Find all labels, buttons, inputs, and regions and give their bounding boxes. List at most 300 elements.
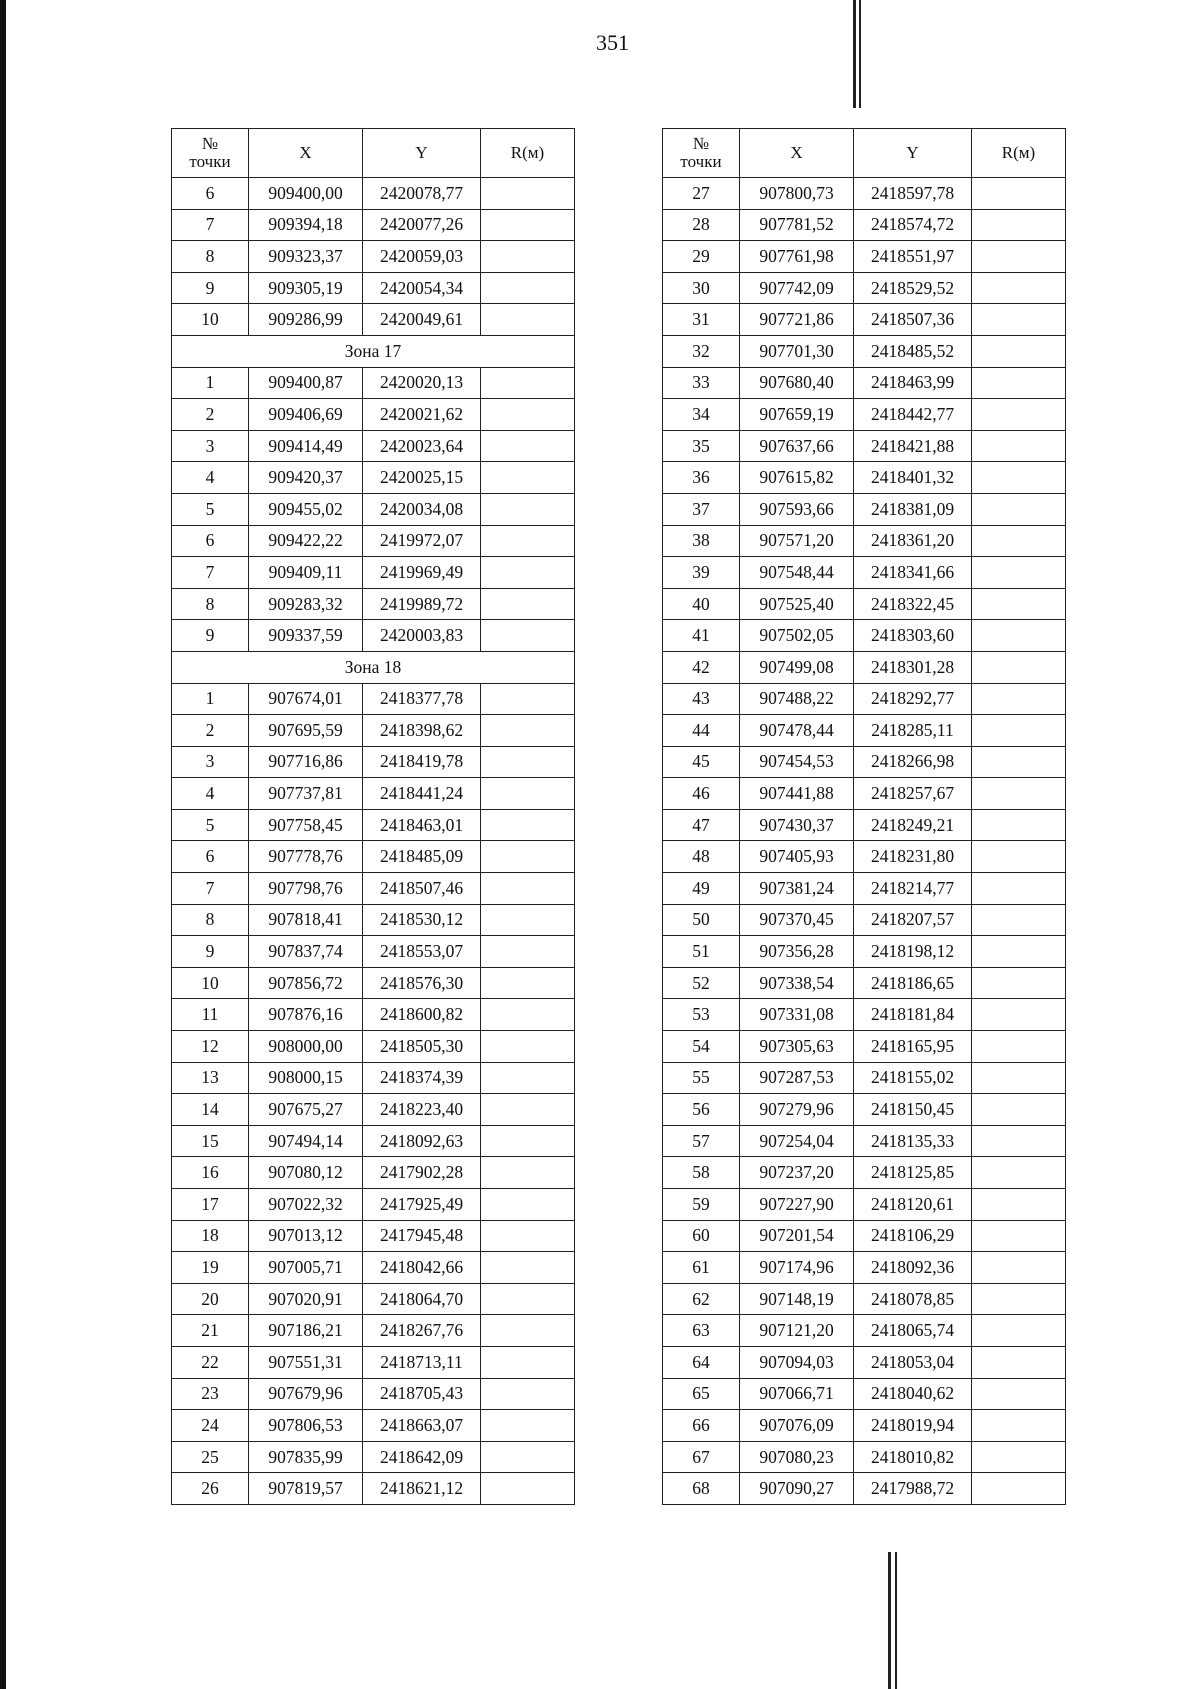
r-cell	[972, 1378, 1066, 1410]
y-cell: 2418078,85	[854, 1283, 972, 1315]
y-cell: 2417925,49	[363, 1189, 481, 1221]
r-cell	[972, 936, 1066, 968]
point-number-cell: 6	[172, 525, 249, 557]
r-cell	[972, 683, 1066, 715]
x-cell: 907695,59	[249, 715, 363, 747]
table-row	[663, 620, 1066, 652]
zone-header-row	[172, 335, 575, 367]
r-cell	[972, 715, 1066, 747]
table-row	[663, 304, 1066, 336]
x-cell: 907548,44	[740, 557, 854, 589]
y-cell: 2419969,49	[363, 557, 481, 589]
y-cell: 2418150,45	[854, 1094, 972, 1126]
x-cell: 907430,37	[740, 809, 854, 841]
y-cell: 2418419,78	[363, 746, 481, 778]
table-row	[172, 841, 575, 873]
table-row	[663, 1410, 1066, 1442]
zone-label: Зона 18	[172, 651, 575, 683]
r-cell	[972, 367, 1066, 399]
y-cell: 2418285,11	[854, 715, 972, 747]
point-number-cell: 13	[172, 1062, 249, 1094]
table-row	[172, 1315, 575, 1347]
y-cell: 2418040,62	[854, 1378, 972, 1410]
r-cell	[481, 904, 575, 936]
point-number-cell: 19	[172, 1252, 249, 1284]
coordinates-table-left	[171, 128, 575, 1505]
x-cell: 907742,09	[740, 272, 854, 304]
y-cell: 2418576,30	[363, 967, 481, 999]
table-row	[663, 178, 1066, 210]
point-number-cell: 24	[172, 1410, 249, 1442]
x-cell: 907405,93	[740, 841, 854, 873]
table-header-row	[172, 129, 575, 178]
x-cell: 907370,45	[740, 904, 854, 936]
x-cell: 907525,40	[740, 588, 854, 620]
y-cell: 2418165,95	[854, 1031, 972, 1063]
r-cell	[972, 209, 1066, 241]
table-row	[663, 904, 1066, 936]
table-row	[663, 209, 1066, 241]
table-row	[663, 841, 1066, 873]
r-cell	[481, 936, 575, 968]
x-cell: 907593,66	[740, 493, 854, 525]
page-number: 351	[596, 30, 629, 55]
binding-line	[853, 0, 856, 108]
x-cell: 907637,66	[740, 430, 854, 462]
r-cell	[481, 1189, 575, 1221]
point-number-cell: 6	[172, 178, 249, 210]
x-cell: 907798,76	[249, 873, 363, 905]
r-cell	[972, 1220, 1066, 1252]
y-cell: 2418642,09	[363, 1441, 481, 1473]
table-row	[172, 430, 575, 462]
point-number-cell: 35	[663, 430, 740, 462]
x-cell: 907356,28	[740, 936, 854, 968]
r-cell	[481, 209, 575, 241]
r-cell	[481, 683, 575, 715]
point-number-cell: 8	[172, 904, 249, 936]
point-number-cell: 9	[172, 936, 249, 968]
x-cell: 907090,27	[740, 1473, 854, 1505]
x-cell: 907571,20	[740, 525, 854, 557]
point-number-cell: 50	[663, 904, 740, 936]
r-cell	[481, 493, 575, 525]
y-cell: 2418292,77	[854, 683, 972, 715]
r-cell	[481, 620, 575, 652]
table-row	[663, 367, 1066, 399]
table-row	[172, 683, 575, 715]
y-cell: 2418551,97	[854, 241, 972, 273]
x-cell: 907778,76	[249, 841, 363, 873]
y-cell: 2418341,66	[854, 557, 972, 589]
x-cell: 909414,49	[249, 430, 363, 462]
y-cell: 2418485,52	[854, 335, 972, 367]
y-cell: 2418214,77	[854, 873, 972, 905]
table-header-row	[663, 129, 1066, 178]
point-number-cell: 65	[663, 1378, 740, 1410]
point-number-cell: 29	[663, 241, 740, 273]
binding-line	[895, 1552, 897, 1689]
point-number-cell: 3	[172, 746, 249, 778]
point-number-cell: 3	[172, 430, 249, 462]
x-cell: 907076,09	[740, 1410, 854, 1442]
table-row	[172, 1410, 575, 1442]
point-number-cell: 58	[663, 1157, 740, 1189]
y-cell: 2420054,34	[363, 272, 481, 304]
point-number-cell: 25	[172, 1441, 249, 1473]
x-cell: 907080,12	[249, 1157, 363, 1189]
r-cell	[481, 241, 575, 273]
table-row	[663, 1125, 1066, 1157]
y-cell: 2418301,28	[854, 651, 972, 683]
y-cell: 2418186,65	[854, 967, 972, 999]
table-row	[172, 1094, 575, 1126]
x-cell: 907675,27	[249, 1094, 363, 1126]
y-cell: 2418257,67	[854, 778, 972, 810]
x-cell: 907381,24	[740, 873, 854, 905]
table-row	[172, 1283, 575, 1315]
header-r: R(м)	[972, 129, 1066, 178]
y-cell: 2418065,74	[854, 1315, 972, 1347]
r-cell	[972, 873, 1066, 905]
table-row	[663, 1220, 1066, 1252]
point-number-cell: 41	[663, 620, 740, 652]
table-row	[172, 272, 575, 304]
y-cell: 2417902,28	[363, 1157, 481, 1189]
y-cell: 2418507,46	[363, 873, 481, 905]
point-number-cell: 59	[663, 1189, 740, 1221]
r-cell	[972, 241, 1066, 273]
table-row	[172, 462, 575, 494]
r-cell	[481, 746, 575, 778]
point-number-cell: 20	[172, 1283, 249, 1315]
x-cell: 907080,23	[740, 1441, 854, 1473]
zone-header-row	[172, 651, 575, 683]
r-cell	[972, 525, 1066, 557]
point-number-cell: 6	[172, 841, 249, 873]
binding-line	[888, 1552, 891, 1689]
y-cell: 2418120,61	[854, 1189, 972, 1221]
y-cell: 2418125,85	[854, 1157, 972, 1189]
point-number-cell: 4	[172, 462, 249, 494]
r-cell	[481, 1315, 575, 1347]
point-number-cell: 14	[172, 1094, 249, 1126]
x-cell: 908000,00	[249, 1031, 363, 1063]
y-cell: 2418463,99	[854, 367, 972, 399]
point-number-cell: 60	[663, 1220, 740, 1252]
point-number-cell: 68	[663, 1473, 740, 1505]
x-cell: 907674,01	[249, 683, 363, 715]
y-cell: 2417988,72	[854, 1473, 972, 1505]
binding-line	[859, 0, 861, 108]
x-cell: 907305,63	[740, 1031, 854, 1063]
x-cell: 907441,88	[740, 778, 854, 810]
point-number-cell: 34	[663, 399, 740, 431]
y-cell: 2418322,45	[854, 588, 972, 620]
y-cell: 2420021,62	[363, 399, 481, 431]
r-cell	[481, 1441, 575, 1473]
table-row	[172, 746, 575, 778]
table-row	[663, 1094, 1066, 1126]
point-number-cell: 46	[663, 778, 740, 810]
r-cell	[481, 1410, 575, 1442]
x-cell: 909406,69	[249, 399, 363, 431]
point-number-cell: 40	[663, 588, 740, 620]
point-number-cell: 15	[172, 1125, 249, 1157]
table-row	[663, 557, 1066, 589]
r-cell	[481, 367, 575, 399]
table-row	[172, 525, 575, 557]
table-row	[663, 809, 1066, 841]
y-cell: 2420023,64	[363, 430, 481, 462]
r-cell	[972, 557, 1066, 589]
table-row	[663, 1252, 1066, 1284]
y-cell: 2420059,03	[363, 241, 481, 273]
point-number-cell: 53	[663, 999, 740, 1031]
table-row	[172, 588, 575, 620]
point-number-cell: 39	[663, 557, 740, 589]
point-number-cell: 47	[663, 809, 740, 841]
point-number-cell: 2	[172, 399, 249, 431]
table-row	[172, 936, 575, 968]
point-number-cell: 57	[663, 1125, 740, 1157]
point-number-cell: 45	[663, 746, 740, 778]
r-cell	[972, 1062, 1066, 1094]
r-cell	[972, 1125, 1066, 1157]
x-cell: 909455,02	[249, 493, 363, 525]
r-cell	[972, 999, 1066, 1031]
point-number-cell: 9	[172, 272, 249, 304]
x-cell: 907856,72	[249, 967, 363, 999]
table-row	[172, 1125, 575, 1157]
x-cell: 907237,20	[740, 1157, 854, 1189]
point-number-cell: 55	[663, 1062, 740, 1094]
y-cell: 2418266,98	[854, 746, 972, 778]
y-cell: 2419989,72	[363, 588, 481, 620]
point-number-cell: 48	[663, 841, 740, 873]
y-cell: 2418421,88	[854, 430, 972, 462]
point-number-cell: 63	[663, 1315, 740, 1347]
header-y: Y	[854, 129, 972, 178]
table-row	[172, 778, 575, 810]
point-number-cell: 5	[172, 493, 249, 525]
point-number-cell: 37	[663, 493, 740, 525]
r-cell	[481, 967, 575, 999]
y-cell: 2418621,12	[363, 1473, 481, 1505]
r-cell	[972, 904, 1066, 936]
point-number-cell: 7	[172, 873, 249, 905]
y-cell: 2418600,82	[363, 999, 481, 1031]
x-cell: 907020,91	[249, 1283, 363, 1315]
table-row	[663, 715, 1066, 747]
x-cell: 909400,00	[249, 178, 363, 210]
r-cell	[972, 399, 1066, 431]
x-cell: 907005,71	[249, 1252, 363, 1284]
x-cell: 907781,52	[740, 209, 854, 241]
y-cell: 2418463,01	[363, 809, 481, 841]
y-cell: 2418019,94	[854, 1410, 972, 1442]
r-cell	[972, 1283, 1066, 1315]
x-cell: 907186,21	[249, 1315, 363, 1347]
table-row	[663, 1283, 1066, 1315]
x-cell: 909337,59	[249, 620, 363, 652]
y-cell: 2418374,39	[363, 1062, 481, 1094]
table-row	[172, 304, 575, 336]
x-cell: 909305,19	[249, 272, 363, 304]
r-cell	[481, 1473, 575, 1505]
point-number-cell: 61	[663, 1252, 740, 1284]
table-row	[663, 1473, 1066, 1505]
point-number-cell: 11	[172, 999, 249, 1031]
point-number-cell: 10	[172, 967, 249, 999]
point-number-cell: 28	[663, 209, 740, 241]
table-row	[663, 1189, 1066, 1221]
point-number-cell: 62	[663, 1283, 740, 1315]
r-cell	[481, 1378, 575, 1410]
point-number-cell: 21	[172, 1315, 249, 1347]
r-cell	[972, 1441, 1066, 1473]
r-cell	[481, 1157, 575, 1189]
r-cell	[972, 588, 1066, 620]
point-number-cell: 18	[172, 1220, 249, 1252]
y-cell: 2418155,02	[854, 1062, 972, 1094]
x-cell: 907837,74	[249, 936, 363, 968]
table-row	[172, 399, 575, 431]
r-cell	[972, 178, 1066, 210]
point-number-cell: 54	[663, 1031, 740, 1063]
point-number-cell: 49	[663, 873, 740, 905]
r-cell	[481, 999, 575, 1031]
x-cell: 907148,19	[740, 1283, 854, 1315]
x-cell: 907499,08	[740, 651, 854, 683]
x-cell: 907488,22	[740, 683, 854, 715]
x-cell: 907818,41	[249, 904, 363, 936]
x-cell: 907737,81	[249, 778, 363, 810]
x-cell: 907680,40	[740, 367, 854, 399]
point-number-cell: 12	[172, 1031, 249, 1063]
table-row	[663, 967, 1066, 999]
point-number-cell: 33	[663, 367, 740, 399]
table-row	[172, 809, 575, 841]
y-cell: 2418249,21	[854, 809, 972, 841]
y-cell: 2418303,60	[854, 620, 972, 652]
x-cell: 909283,32	[249, 588, 363, 620]
r-cell	[481, 272, 575, 304]
r-cell	[972, 1031, 1066, 1063]
table-row	[663, 241, 1066, 273]
r-cell	[481, 715, 575, 747]
x-cell: 907094,03	[740, 1346, 854, 1378]
r-cell	[481, 178, 575, 210]
table-row	[172, 367, 575, 399]
x-cell: 907121,20	[740, 1315, 854, 1347]
header-point-number: № точки	[663, 129, 740, 178]
table-row	[172, 209, 575, 241]
y-cell: 2418663,07	[363, 1410, 481, 1442]
point-number-cell: 1	[172, 367, 249, 399]
x-cell: 907331,08	[740, 999, 854, 1031]
x-cell: 907066,71	[740, 1378, 854, 1410]
table-row	[172, 1062, 575, 1094]
y-cell: 2418092,36	[854, 1252, 972, 1284]
x-cell: 909400,87	[249, 367, 363, 399]
x-cell: 907254,04	[740, 1125, 854, 1157]
table-row	[663, 399, 1066, 431]
y-cell: 2420034,08	[363, 493, 481, 525]
r-cell	[972, 809, 1066, 841]
r-cell	[481, 1125, 575, 1157]
x-cell: 909394,18	[249, 209, 363, 241]
x-cell: 907174,96	[740, 1252, 854, 1284]
table-row	[172, 1252, 575, 1284]
table-row	[172, 1473, 575, 1505]
y-cell: 2418530,12	[363, 904, 481, 936]
y-cell: 2418485,09	[363, 841, 481, 873]
table-row	[172, 873, 575, 905]
r-cell	[481, 399, 575, 431]
r-cell	[481, 841, 575, 873]
y-cell: 2418231,80	[854, 841, 972, 873]
coordinates-table-right	[662, 128, 1066, 1505]
point-number-cell: 42	[663, 651, 740, 683]
x-cell: 909323,37	[249, 241, 363, 273]
table-row	[172, 1441, 575, 1473]
point-number-cell: 16	[172, 1157, 249, 1189]
y-cell: 2418442,77	[854, 399, 972, 431]
x-cell: 907615,82	[740, 462, 854, 494]
x-cell: 907494,14	[249, 1125, 363, 1157]
header-x: X	[740, 129, 854, 178]
point-number-cell: 22	[172, 1346, 249, 1378]
r-cell	[972, 1346, 1066, 1378]
point-number-cell: 30	[663, 272, 740, 304]
y-cell: 2418267,76	[363, 1315, 481, 1347]
r-cell	[972, 778, 1066, 810]
x-cell: 907659,19	[740, 399, 854, 431]
point-number-cell: 44	[663, 715, 740, 747]
x-cell: 907758,45	[249, 809, 363, 841]
table-row	[172, 493, 575, 525]
point-number-cell: 26	[172, 1473, 249, 1505]
x-cell: 907761,98	[740, 241, 854, 273]
point-number-cell: 8	[172, 241, 249, 273]
x-cell: 907835,99	[249, 1441, 363, 1473]
table-row	[663, 1062, 1066, 1094]
x-cell: 907721,86	[740, 304, 854, 336]
r-cell	[481, 1094, 575, 1126]
r-cell	[481, 1031, 575, 1063]
point-number-cell: 2	[172, 715, 249, 747]
y-cell: 2417945,48	[363, 1220, 481, 1252]
r-cell	[972, 493, 1066, 525]
point-number-cell: 56	[663, 1094, 740, 1126]
point-number-cell: 17	[172, 1189, 249, 1221]
point-number-cell: 51	[663, 936, 740, 968]
x-cell: 909286,99	[249, 304, 363, 336]
point-number-cell: 67	[663, 1441, 740, 1473]
y-cell: 2418705,43	[363, 1378, 481, 1410]
point-number-cell: 7	[172, 557, 249, 589]
y-cell: 2418053,04	[854, 1346, 972, 1378]
table-row	[172, 1189, 575, 1221]
y-cell: 2418106,29	[854, 1220, 972, 1252]
r-cell	[481, 873, 575, 905]
r-cell	[481, 1062, 575, 1094]
y-cell: 2420020,13	[363, 367, 481, 399]
table-row	[663, 430, 1066, 462]
y-cell: 2420077,26	[363, 209, 481, 241]
x-cell: 907227,90	[740, 1189, 854, 1221]
